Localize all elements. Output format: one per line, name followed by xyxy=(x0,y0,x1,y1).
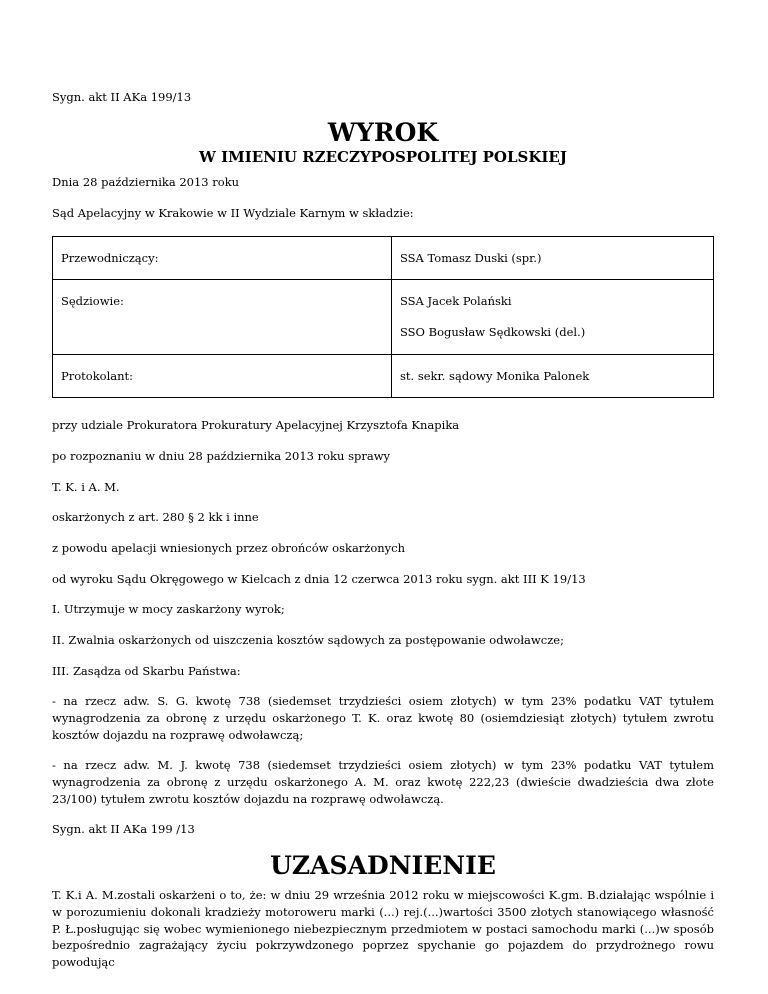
ruling-award-2: - na rzecz adw. M. J. kwotę 738 (siedemset trzydzieści osiem złotych) w tym 23% podatku VAT tytułem wynagrodzenia za obronę z urzędu oskarżonego A. M. oraz kwotę 222,23 (dwieście dwadzieścia dwa złote 23/100) tytułem zwrotu kosztów dojazdu na rozprawę odwoławczą. xyxy=(52,758,714,806)
case-number: Sygn. akt II AKa 199/13 xyxy=(52,90,192,104)
ruling-point-2: II. Zwalnia oskarżonych od uiszczenia kosztów sądowych za postępowanie odwoławcze; xyxy=(52,632,564,647)
judges-value xyxy=(392,280,714,354)
document-content xyxy=(52,89,714,971)
court-name: Sąd Apelacyjny w Krakowie w II Wydziale Karnym w składzie: xyxy=(52,205,414,220)
charges-line: oskarżonych z art. 280 § 2 kk i inne xyxy=(52,510,259,525)
judge-name: SSA Jacek Polański xyxy=(400,294,512,309)
chair-value: SSA Tomasz Duski (spr.) xyxy=(392,236,714,280)
judgment-subtitle: W IMIENIU RZECZYPOSPOLITEJ POLSKIEJ xyxy=(199,148,567,167)
court-composition-table xyxy=(52,236,714,399)
ruling-point-3: III. Zasądza od Skarbu Państwa: xyxy=(52,663,241,678)
clerk-label: Protokolant: xyxy=(53,354,392,398)
chair-label: Przewodniczący: xyxy=(53,236,392,280)
ruling-point-1: I. Utrzymuje w mocy zaskarżony wyrok; xyxy=(52,602,285,617)
judge-name: SSO Bogusław Sędkowski (del.) xyxy=(400,324,586,339)
ruling-award-1: - na rzecz adw. S. G. kwotę 738 (siedemset trzydzieści osiem złotych) w tym 23% podatku VAT tytułem wynagrodzenia za obronę z urzędu oskarżonego T. K. oraz kwotę 80 (osiemdziesiąt złotych) tytułem zwrotu kosztów dojazdu na rozprawę odwoławczą; xyxy=(52,694,714,742)
table-row xyxy=(53,354,714,398)
table-row xyxy=(53,236,714,280)
lower-court-line: od wyroku Sądu Okręgowego w Kielcach z dnia 12 czerwca 2013 roku sygn. akt III K 19/13 xyxy=(52,571,586,586)
judges-label: Sędziowie: xyxy=(53,280,392,354)
judgment-date: Dnia 28 października 2013 roku xyxy=(52,175,240,190)
clerk-value: st. sekr. sądowy Monika Palonek xyxy=(392,354,714,398)
case-number-2: Sygn. akt II AKa 199 /13 xyxy=(52,822,195,837)
judgment-title: WYROK xyxy=(327,117,439,147)
justification-text: T. K.i A. M.zostali oskarżeni o to, że: w dniu 29 września 2012 roku w miejscowości K.gm. B.działając wspólnie i w porozumieniu dokonali kradzieży motoroweru marki (...) rej.(...)wartości 3500 złotych stanowiącego własność P. Ł.posługując się wobec wymienionego niebezpiecznym przedmiotem w postaci samochodu marki (...)w sposób bezpośrednio zagrażający życiu pokrzywdzonego poprzez spychanie go pojazdem do przydrożnego rowu powodując xyxy=(52,888,714,970)
defendants-line: T. K. i A. M. xyxy=(52,479,120,494)
justification-title: UZASADNIENIE xyxy=(270,850,496,880)
appeal-line: z powodu apelacji wniesionych przez obrońców oskarżonych xyxy=(52,540,406,555)
prosecutor-line: przy udziale Prokuratora Prokuratury Apelacyjnej Krzysztofa Knapika xyxy=(52,418,460,433)
table-row xyxy=(53,280,714,354)
hearing-line: po rozpoznaniu w dniu 28 października 2013 roku sprawy xyxy=(52,448,391,463)
